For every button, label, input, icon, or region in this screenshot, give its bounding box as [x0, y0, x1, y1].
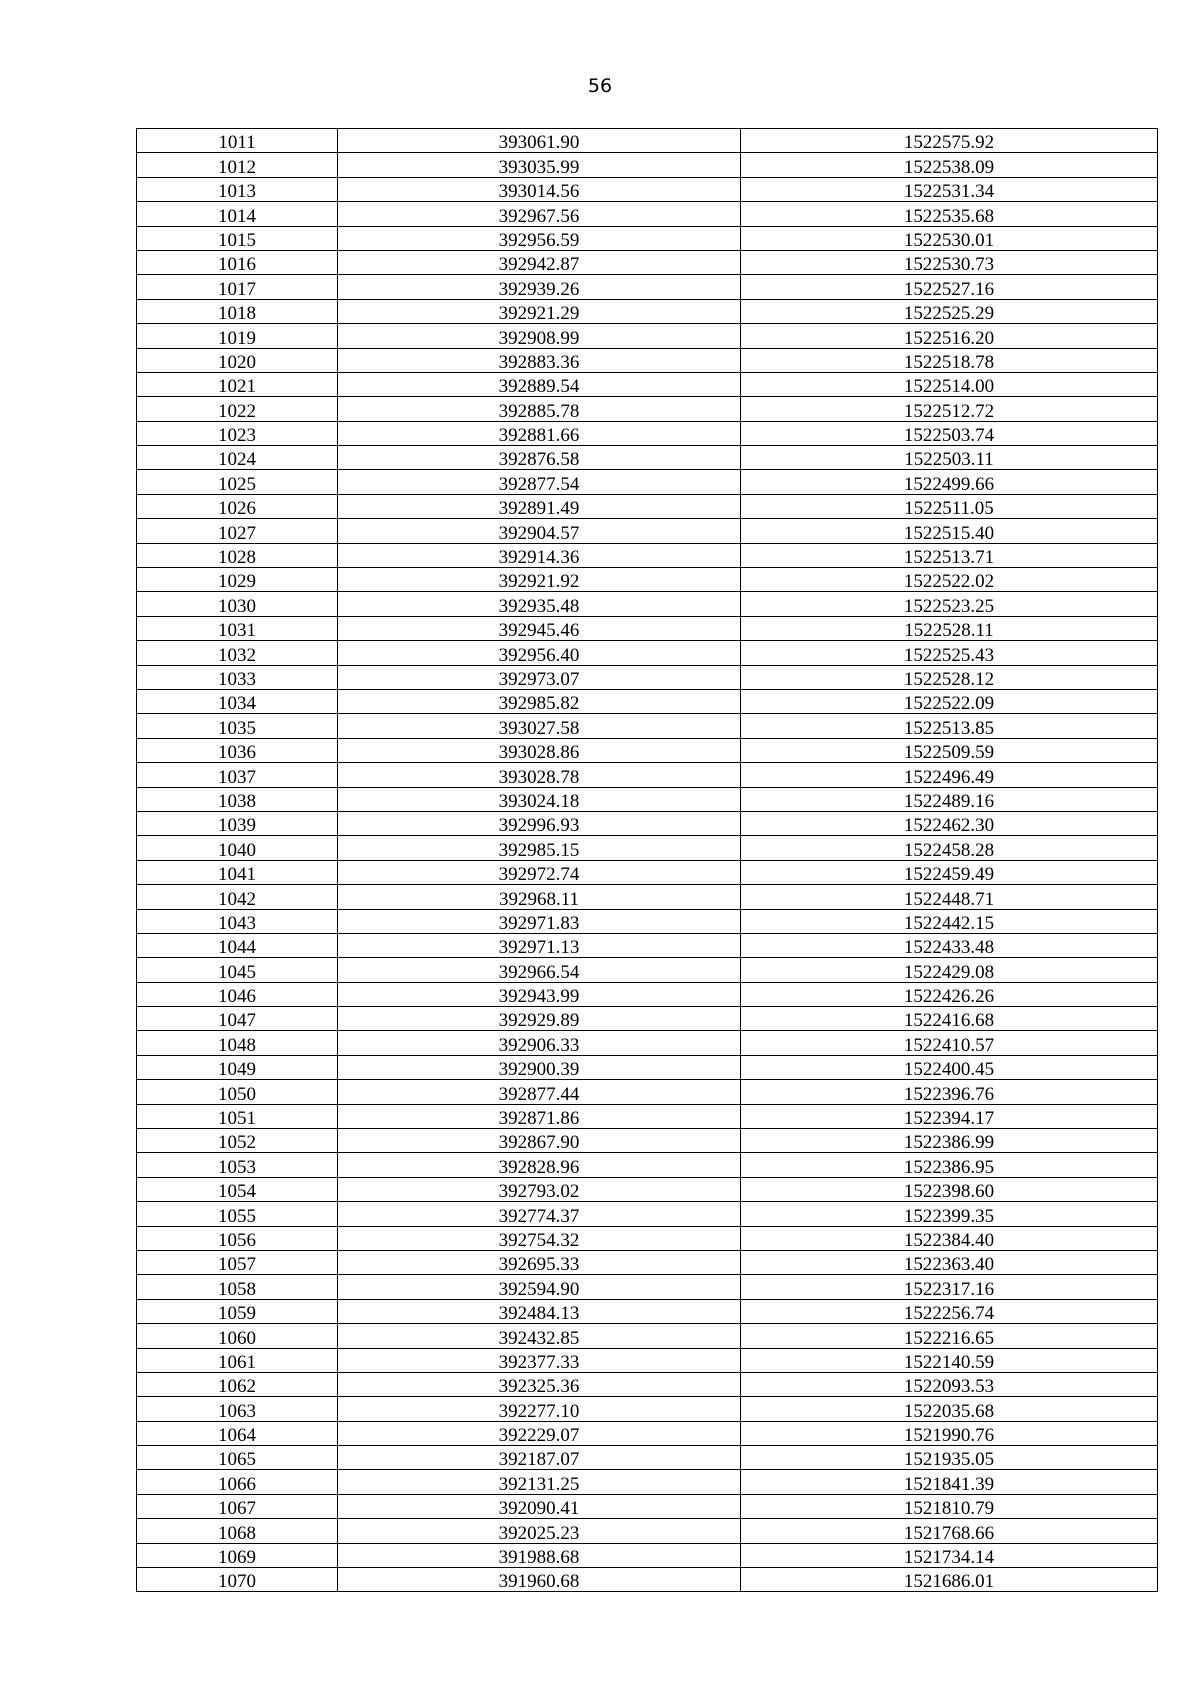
- x-coordinate-cell: 393035.99: [338, 153, 741, 177]
- table-row: [137, 787, 1158, 811]
- point-number-cell: 1022: [137, 397, 338, 421]
- x-coordinate-cell: 392967.56: [338, 202, 741, 226]
- y-coordinate-cell: 1522416.68: [741, 1007, 1158, 1031]
- table-row: [137, 226, 1158, 250]
- table-row: [137, 860, 1158, 884]
- point-number-cell: 1042: [137, 885, 338, 909]
- y-coordinate-cell: 1522384.40: [741, 1226, 1158, 1250]
- point-number-cell: 1047: [137, 1007, 338, 1031]
- y-coordinate-cell: 1521768.66: [741, 1519, 1158, 1543]
- page-number: 56: [587, 75, 613, 97]
- point-number-cell: 1068: [137, 1519, 338, 1543]
- point-number-cell: 1029: [137, 568, 338, 592]
- y-coordinate-cell: 1521990.76: [741, 1421, 1158, 1445]
- x-coordinate-cell: 392942.87: [338, 250, 741, 274]
- point-number-cell: 1028: [137, 543, 338, 567]
- y-coordinate-cell: 1522575.92: [741, 129, 1158, 153]
- point-number-cell: 1032: [137, 641, 338, 665]
- point-number-cell: 1061: [137, 1348, 338, 1372]
- table-row: [137, 1324, 1158, 1348]
- y-coordinate-cell: 1522503.74: [741, 421, 1158, 445]
- point-number-cell: 1025: [137, 470, 338, 494]
- table-row: [137, 1007, 1158, 1031]
- table-row: [137, 1446, 1158, 1470]
- y-coordinate-cell: 1522216.65: [741, 1324, 1158, 1348]
- y-coordinate-cell: 1522499.66: [741, 470, 1158, 494]
- table-row: [137, 738, 1158, 762]
- x-coordinate-cell: 392945.46: [338, 616, 741, 640]
- point-number-cell: 1015: [137, 226, 338, 250]
- point-number-cell: 1013: [137, 177, 338, 201]
- point-number-cell: 1019: [137, 324, 338, 348]
- x-coordinate-cell: 392229.07: [338, 1421, 741, 1445]
- y-coordinate-cell: 1522459.49: [741, 860, 1158, 884]
- table-row: [137, 1153, 1158, 1177]
- x-coordinate-cell: 393024.18: [338, 787, 741, 811]
- point-number-cell: 1059: [137, 1299, 338, 1323]
- table-row: [137, 885, 1158, 909]
- point-number-cell: 1058: [137, 1275, 338, 1299]
- y-coordinate-cell: 1522514.00: [741, 372, 1158, 396]
- table-row: [137, 1031, 1158, 1055]
- y-coordinate-cell: 1522398.60: [741, 1177, 1158, 1201]
- x-coordinate-cell: 392985.15: [338, 836, 741, 860]
- point-number-cell: 1044: [137, 933, 338, 957]
- y-coordinate-cell: 1522400.45: [741, 1055, 1158, 1079]
- y-coordinate-cell: 1522527.16: [741, 275, 1158, 299]
- y-coordinate-cell: 1522394.17: [741, 1104, 1158, 1128]
- x-coordinate-cell: 393027.58: [338, 714, 741, 738]
- y-coordinate-cell: 1522399.35: [741, 1202, 1158, 1226]
- x-coordinate-cell: 392943.99: [338, 982, 741, 1006]
- y-coordinate-cell: 1522396.76: [741, 1080, 1158, 1104]
- table-row: [137, 1543, 1158, 1567]
- table-row: [137, 1202, 1158, 1226]
- y-coordinate-cell: 1522256.74: [741, 1299, 1158, 1323]
- point-number-cell: 1021: [137, 372, 338, 396]
- point-number-cell: 1046: [137, 982, 338, 1006]
- table-row: [137, 470, 1158, 494]
- point-number-cell: 1064: [137, 1421, 338, 1445]
- y-coordinate-cell: 1522448.71: [741, 885, 1158, 909]
- x-coordinate-cell: 392889.54: [338, 372, 741, 396]
- x-coordinate-cell: 392432.85: [338, 1324, 741, 1348]
- y-coordinate-cell: 1522503.11: [741, 446, 1158, 470]
- table-row: [137, 275, 1158, 299]
- x-coordinate-cell: 392484.13: [338, 1299, 741, 1323]
- x-coordinate-cell: 393028.78: [338, 763, 741, 787]
- y-coordinate-cell: 1522317.16: [741, 1275, 1158, 1299]
- point-number-cell: 1049: [137, 1055, 338, 1079]
- x-coordinate-cell: 392914.36: [338, 543, 741, 567]
- table-row: [137, 1104, 1158, 1128]
- table-row: [137, 763, 1158, 787]
- point-number-cell: 1016: [137, 250, 338, 274]
- x-coordinate-cell: 392881.66: [338, 421, 741, 445]
- y-coordinate-cell: 1522462.30: [741, 811, 1158, 835]
- point-number-cell: 1033: [137, 665, 338, 689]
- y-coordinate-cell: 1522535.68: [741, 202, 1158, 226]
- point-number-cell: 1041: [137, 860, 338, 884]
- y-coordinate-cell: 1521935.05: [741, 1446, 1158, 1470]
- x-coordinate-cell: 391988.68: [338, 1543, 741, 1567]
- point-number-cell: 1027: [137, 519, 338, 543]
- x-coordinate-cell: 392025.23: [338, 1519, 741, 1543]
- x-coordinate-cell: 392377.33: [338, 1348, 741, 1372]
- y-coordinate-cell: 1522035.68: [741, 1397, 1158, 1421]
- y-coordinate-cell: 1522530.73: [741, 250, 1158, 274]
- table-row: [137, 836, 1158, 860]
- y-coordinate-cell: 1522522.02: [741, 568, 1158, 592]
- y-coordinate-cell: 1522511.05: [741, 494, 1158, 518]
- y-coordinate-cell: 1522516.20: [741, 324, 1158, 348]
- x-coordinate-cell: 392956.40: [338, 641, 741, 665]
- point-number-cell: 1070: [137, 1568, 338, 1592]
- point-number-cell: 1045: [137, 958, 338, 982]
- table-row: [137, 299, 1158, 323]
- x-coordinate-cell: 392996.93: [338, 811, 741, 835]
- table-row: [137, 933, 1158, 957]
- x-coordinate-cell: 392929.89: [338, 1007, 741, 1031]
- point-number-cell: 1062: [137, 1372, 338, 1396]
- point-number-cell: 1026: [137, 494, 338, 518]
- x-coordinate-cell: 392277.10: [338, 1397, 741, 1421]
- table-row: [137, 1397, 1158, 1421]
- point-number-cell: 1056: [137, 1226, 338, 1250]
- point-number-cell: 1057: [137, 1250, 338, 1274]
- point-number-cell: 1035: [137, 714, 338, 738]
- point-number-cell: 1054: [137, 1177, 338, 1201]
- table-row: [137, 1348, 1158, 1372]
- point-number-cell: 1018: [137, 299, 338, 323]
- point-number-cell: 1043: [137, 909, 338, 933]
- y-coordinate-cell: 1522426.26: [741, 982, 1158, 1006]
- y-coordinate-cell: 1522363.40: [741, 1250, 1158, 1274]
- point-number-cell: 1011: [137, 129, 338, 153]
- x-coordinate-cell: 392921.29: [338, 299, 741, 323]
- point-number-cell: 1050: [137, 1080, 338, 1104]
- y-coordinate-cell: 1522528.12: [741, 665, 1158, 689]
- point-number-cell: 1017: [137, 275, 338, 299]
- x-coordinate-cell: 393014.56: [338, 177, 741, 201]
- y-coordinate-cell: 1522518.78: [741, 348, 1158, 372]
- point-number-cell: 1020: [137, 348, 338, 372]
- table-row: [137, 250, 1158, 274]
- y-coordinate-cell: 1521686.01: [741, 1568, 1158, 1592]
- point-number-cell: 1069: [137, 1543, 338, 1567]
- table-row: [137, 641, 1158, 665]
- x-coordinate-cell: 392971.13: [338, 933, 741, 957]
- y-coordinate-cell: 1522458.28: [741, 836, 1158, 860]
- point-number-cell: 1067: [137, 1494, 338, 1518]
- point-number-cell: 1038: [137, 787, 338, 811]
- y-coordinate-cell: 1521841.39: [741, 1470, 1158, 1494]
- y-coordinate-cell: 1522525.29: [741, 299, 1158, 323]
- point-number-cell: 1024: [137, 446, 338, 470]
- x-coordinate-cell: 392921.92: [338, 568, 741, 592]
- y-coordinate-cell: 1522528.11: [741, 616, 1158, 640]
- x-coordinate-cell: 392971.83: [338, 909, 741, 933]
- x-coordinate-cell: 392935.48: [338, 592, 741, 616]
- table-row: [137, 372, 1158, 396]
- point-number-cell: 1063: [137, 1397, 338, 1421]
- x-coordinate-cell: 392325.36: [338, 1372, 741, 1396]
- x-coordinate-cell: 392828.96: [338, 1153, 741, 1177]
- point-number-cell: 1030: [137, 592, 338, 616]
- table-row: [137, 1299, 1158, 1323]
- table-body: [137, 129, 1158, 1592]
- x-coordinate-cell: 392908.99: [338, 324, 741, 348]
- y-coordinate-cell: 1522442.15: [741, 909, 1158, 933]
- table-row: [137, 1250, 1158, 1274]
- x-coordinate-cell: 392867.90: [338, 1129, 741, 1153]
- x-coordinate-cell: 392695.33: [338, 1250, 741, 1274]
- table-row: [137, 1177, 1158, 1201]
- x-coordinate-cell: 392900.39: [338, 1055, 741, 1079]
- table-row: [137, 324, 1158, 348]
- x-coordinate-cell: 392871.86: [338, 1104, 741, 1128]
- y-coordinate-cell: 1522386.95: [741, 1153, 1158, 1177]
- y-coordinate-cell: 1522525.43: [741, 641, 1158, 665]
- table-row: [137, 1372, 1158, 1396]
- y-coordinate-cell: 1522433.48: [741, 933, 1158, 957]
- table-row: [137, 1519, 1158, 1543]
- table-row: [137, 129, 1158, 153]
- x-coordinate-cell: 392956.59: [338, 226, 741, 250]
- x-coordinate-cell: 392877.54: [338, 470, 741, 494]
- table-row: [137, 446, 1158, 470]
- point-number-cell: 1060: [137, 1324, 338, 1348]
- point-number-cell: 1048: [137, 1031, 338, 1055]
- point-number-cell: 1037: [137, 763, 338, 787]
- point-number-cell: 1023: [137, 421, 338, 445]
- x-coordinate-cell: 392793.02: [338, 1177, 741, 1201]
- x-coordinate-cell: 392774.37: [338, 1202, 741, 1226]
- x-coordinate-cell: 392906.33: [338, 1031, 741, 1055]
- table-row: [137, 543, 1158, 567]
- y-coordinate-cell: 1522513.71: [741, 543, 1158, 567]
- y-coordinate-cell: 1522496.49: [741, 763, 1158, 787]
- x-coordinate-cell: 392090.41: [338, 1494, 741, 1518]
- point-number-cell: 1055: [137, 1202, 338, 1226]
- y-coordinate-cell: 1522522.09: [741, 689, 1158, 713]
- point-number-cell: 1014: [137, 202, 338, 226]
- table-row: [137, 397, 1158, 421]
- point-number-cell: 1066: [137, 1470, 338, 1494]
- y-coordinate-cell: 1522523.25: [741, 592, 1158, 616]
- y-coordinate-cell: 1521734.14: [741, 1543, 1158, 1567]
- y-coordinate-cell: 1522410.57: [741, 1031, 1158, 1055]
- table-row: [137, 616, 1158, 640]
- y-coordinate-cell: 1522530.01: [741, 226, 1158, 250]
- table-row: [137, 348, 1158, 372]
- table-row: [137, 1080, 1158, 1104]
- point-number-cell: 1052: [137, 1129, 338, 1153]
- table-row: [137, 1494, 1158, 1518]
- y-coordinate-cell: 1522509.59: [741, 738, 1158, 762]
- x-coordinate-cell: 392939.26: [338, 275, 741, 299]
- x-coordinate-cell: 392904.57: [338, 519, 741, 543]
- table-row: [137, 568, 1158, 592]
- table-row: [137, 958, 1158, 982]
- point-number-cell: 1036: [137, 738, 338, 762]
- x-coordinate-cell: 392594.90: [338, 1275, 741, 1299]
- table-row: [137, 909, 1158, 933]
- point-number-cell: 1031: [137, 616, 338, 640]
- point-number-cell: 1034: [137, 689, 338, 713]
- y-coordinate-cell: 1522093.53: [741, 1372, 1158, 1396]
- y-coordinate-cell: 1522140.59: [741, 1348, 1158, 1372]
- x-coordinate-cell: 392187.07: [338, 1446, 741, 1470]
- x-coordinate-cell: 391960.68: [338, 1568, 741, 1592]
- coordinates-table: [136, 128, 1158, 1592]
- x-coordinate-cell: 392876.58: [338, 446, 741, 470]
- y-coordinate-cell: 1522515.40: [741, 519, 1158, 543]
- x-coordinate-cell: 392966.54: [338, 958, 741, 982]
- point-number-cell: 1039: [137, 811, 338, 835]
- x-coordinate-cell: 392968.11: [338, 885, 741, 909]
- y-coordinate-cell: 1522531.34: [741, 177, 1158, 201]
- point-number-cell: 1065: [137, 1446, 338, 1470]
- y-coordinate-cell: 1522512.72: [741, 397, 1158, 421]
- point-number-cell: 1012: [137, 153, 338, 177]
- x-coordinate-cell: 392131.25: [338, 1470, 741, 1494]
- table-row: [137, 1055, 1158, 1079]
- table-row: [137, 177, 1158, 201]
- table-row: [137, 811, 1158, 835]
- table-row: [137, 592, 1158, 616]
- table-row: [137, 689, 1158, 713]
- table-row: [137, 1129, 1158, 1153]
- table-row: [137, 421, 1158, 445]
- x-coordinate-cell: 392754.32: [338, 1226, 741, 1250]
- x-coordinate-cell: 392973.07: [338, 665, 741, 689]
- x-coordinate-cell: 393061.90: [338, 129, 741, 153]
- point-number-cell: 1040: [137, 836, 338, 860]
- table-row: [137, 1226, 1158, 1250]
- x-coordinate-cell: 392891.49: [338, 494, 741, 518]
- table-row: [137, 1275, 1158, 1299]
- y-coordinate-cell: 1521810.79: [741, 1494, 1158, 1518]
- y-coordinate-cell: 1522538.09: [741, 153, 1158, 177]
- x-coordinate-cell: 392885.78: [338, 397, 741, 421]
- x-coordinate-cell: 393028.86: [338, 738, 741, 762]
- x-coordinate-cell: 392877.44: [338, 1080, 741, 1104]
- x-coordinate-cell: 392883.36: [338, 348, 741, 372]
- table-row: [137, 982, 1158, 1006]
- table-row: [137, 1470, 1158, 1494]
- table-row: [137, 153, 1158, 177]
- y-coordinate-cell: 1522386.99: [741, 1129, 1158, 1153]
- table-row: [137, 665, 1158, 689]
- y-coordinate-cell: 1522513.85: [741, 714, 1158, 738]
- table-row: [137, 202, 1158, 226]
- y-coordinate-cell: 1522489.16: [741, 787, 1158, 811]
- point-number-cell: 1051: [137, 1104, 338, 1128]
- table-row: [137, 519, 1158, 543]
- y-coordinate-cell: 1522429.08: [741, 958, 1158, 982]
- table-row: [137, 714, 1158, 738]
- x-coordinate-cell: 392972.74: [338, 860, 741, 884]
- point-number-cell: 1053: [137, 1153, 338, 1177]
- table-row: [137, 494, 1158, 518]
- table-row: [137, 1568, 1158, 1592]
- x-coordinate-cell: 392985.82: [338, 689, 741, 713]
- table-row: [137, 1421, 1158, 1445]
